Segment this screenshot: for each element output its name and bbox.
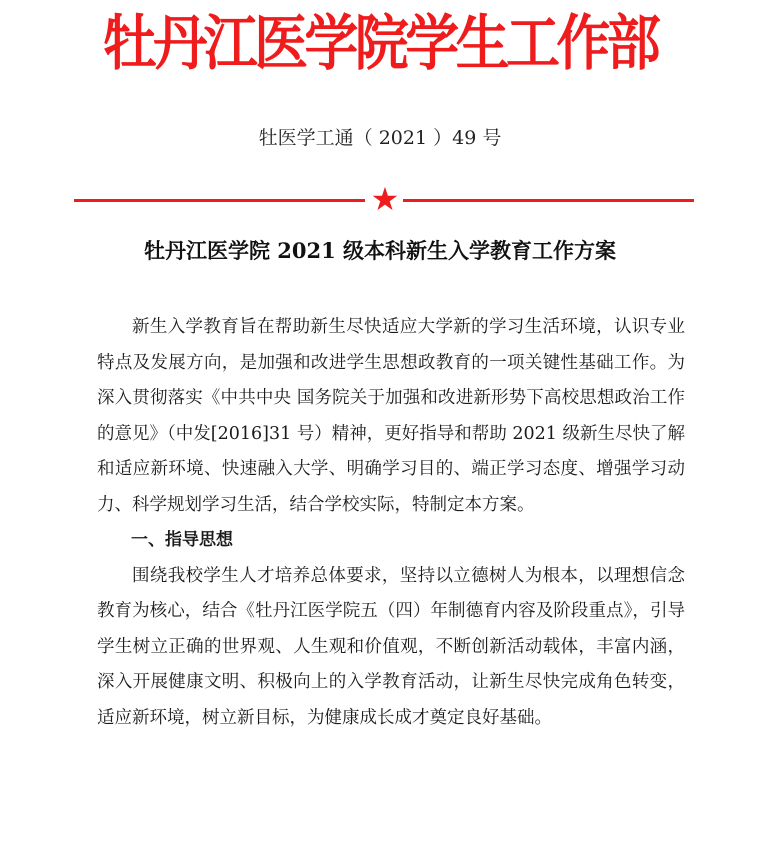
- red-divider: [74, 180, 694, 219]
- section-paragraph-guiding-ideology: 围绕我校学生人才培养总体要求，坚持以立德树人为根本，以理想信念教育为核心，结合《牡丹江医学院五（四）年制德育内容及阶段重点》，引导学生树立正确的世界观、人生观和价值观，不断创新活动载体，丰富内涵，深入开展健康文明、积极向上的入学教育活动，让新生尽快完成角色转变，适应新环境，树立新目标，为健康成长成才奠定良好基础。: [97, 565, 685, 728]
- document-title: 牡丹江医学院 2021 级本科新生入学教育工作方案: [143, 238, 617, 263]
- issuing-organization-title: 牡丹江医学院学生工作部: [102, 9, 658, 79]
- section-heading-guiding-ideology: 一、指导思想: [131, 530, 233, 550]
- intro-paragraph: 新生入学教育旨在帮助新生尽快适应大学新的学习生活环境，认识专业特点及发展方向，是加强和改进学生思想政教育的一项关键性基础工作。为深入贯彻落实《中共中央 国务院关于加强和改进新形势下高校思想政治工作的意见》（中发[2016]31 号）精神，更好指导和帮助 2021 级新生尽快了解和适应新环境、快速融入大学、明确学习目的、端正学习态度、增强学习动力、科学规划学习生活，结合学校实际，特制定本方案。: [97, 317, 685, 515]
- document-body: [97, 310, 685, 736]
- divider-line-left: [74, 199, 365, 202]
- red-star-icon: ★: [370, 180, 400, 218]
- document-number: 牡医学工通（ 2021 ）49 号: [258, 127, 502, 149]
- divider-line-right: [403, 199, 694, 202]
